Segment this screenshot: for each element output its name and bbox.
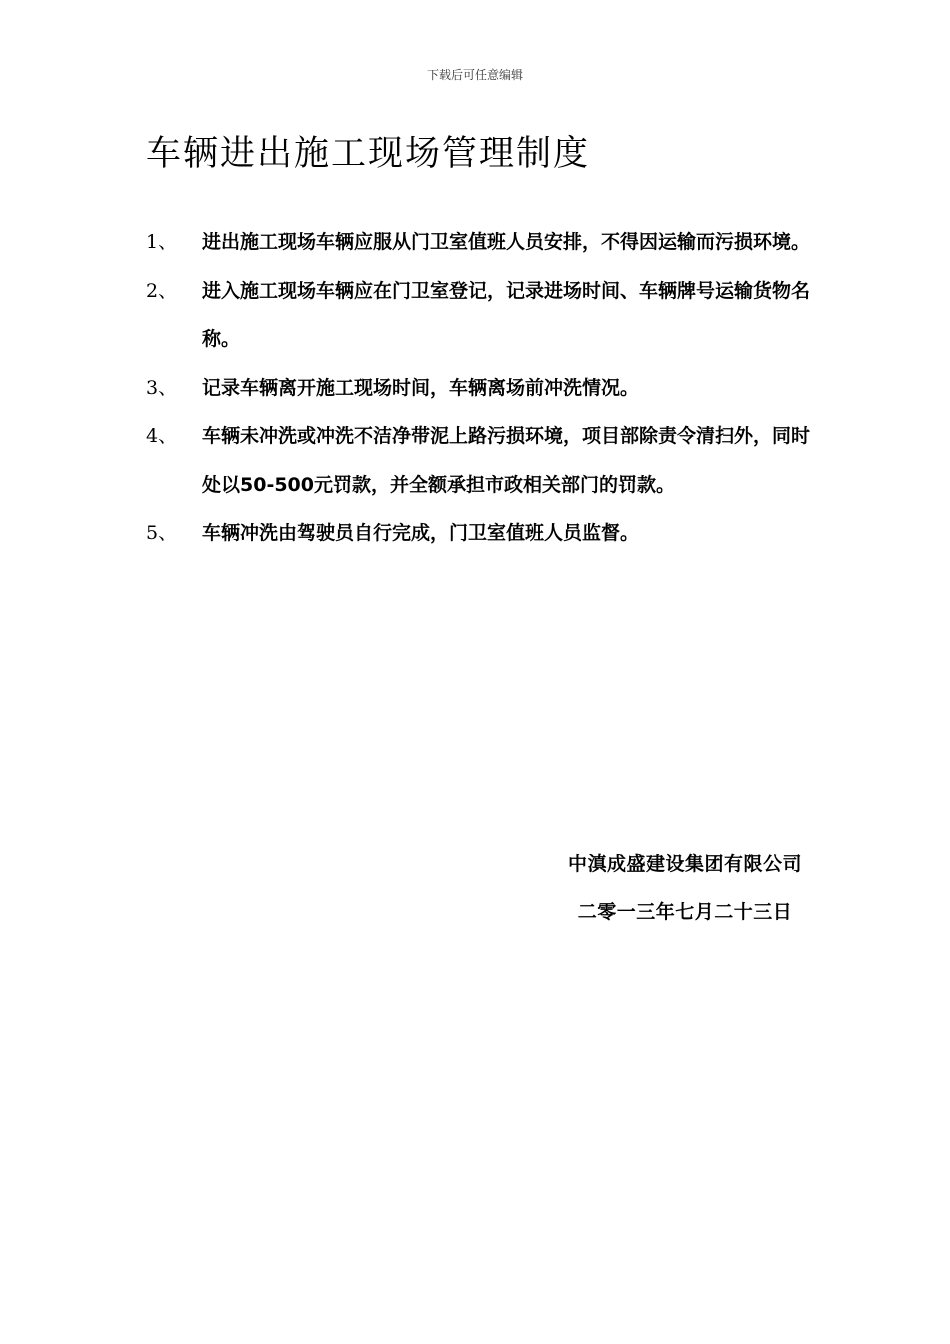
rule-number: 5、 bbox=[146, 522, 178, 544]
rule-text: 记录车辆离开施工现场时间，车辆离场前冲洗情况。 bbox=[202, 376, 640, 399]
rule-text: 车辆冲洗由驾驶员自行完成，门卫室值班人员监督。 bbox=[202, 522, 640, 544]
document-title: 车辆进出施工现场管理制度 bbox=[146, 134, 591, 174]
rule-text: 进出施工现场车辆应服从门卫室值班人员安排，不得因运输而污损环境。 bbox=[202, 231, 811, 253]
rule-number: 4、 bbox=[146, 425, 178, 447]
rule-number: 1、 bbox=[146, 231, 178, 253]
rule-item-1 bbox=[146, 218, 816, 267]
rule-number: 3、 bbox=[146, 376, 178, 399]
signature-date: 二零一三年七月二十三日 bbox=[577, 901, 793, 923]
rule-item-5 bbox=[146, 509, 816, 558]
rule-item-2 bbox=[146, 267, 816, 364]
rule-item-4 bbox=[146, 412, 816, 509]
rule-text: 车辆未冲洗或冲洗不洁净带泥上路污损环境，项目部除责令清扫外，同时处以50-500元罚款，并全额承担市政相关部门的罚款。 bbox=[202, 425, 811, 496]
rule-text: 进入施工现场车辆应在门卫室登记，记录进场时间、车辆牌号运输货物名称。 bbox=[202, 279, 811, 350]
company-name: 中滇成盛建设集团有限公司 bbox=[567, 853, 802, 875]
header-note: 下载后可任意编辑 bbox=[426, 68, 523, 82]
rule-number: 2、 bbox=[146, 279, 178, 302]
signature-block bbox=[568, 840, 802, 936]
rule-item-3 bbox=[146, 364, 816, 413]
rules-list bbox=[146, 218, 816, 558]
